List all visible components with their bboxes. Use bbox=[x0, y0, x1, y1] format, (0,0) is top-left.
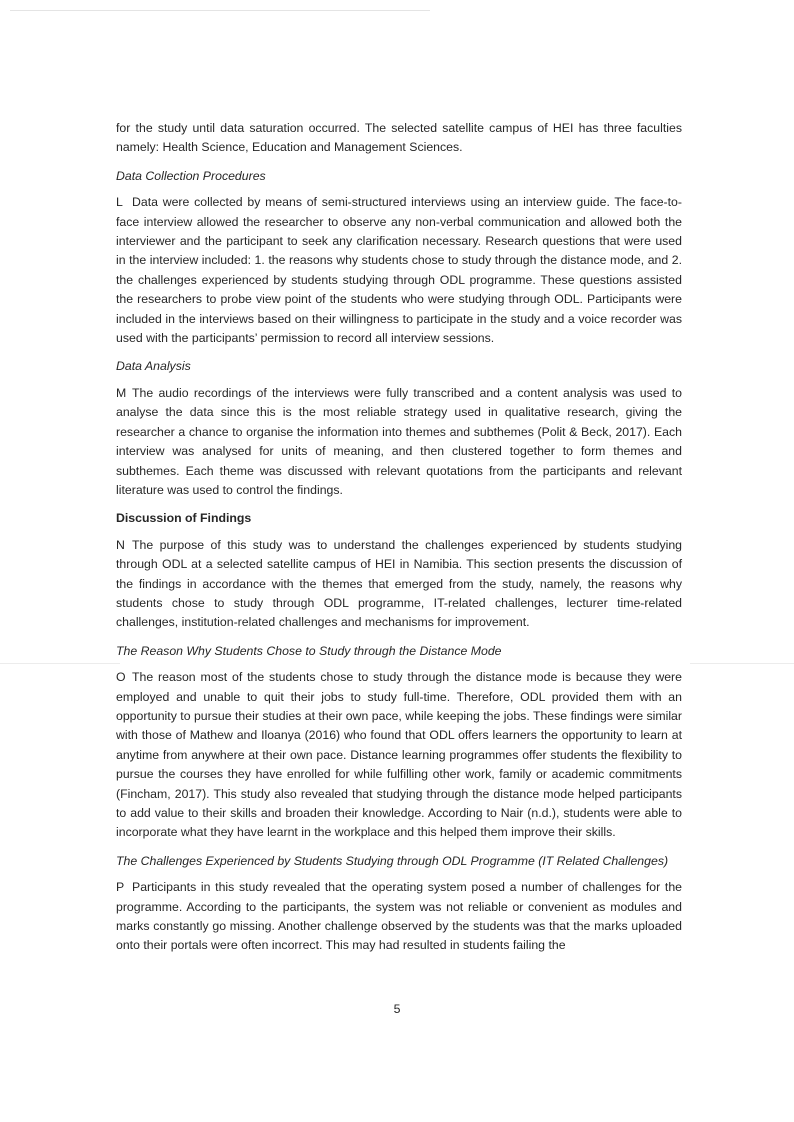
section-paragraph bbox=[116, 193, 682, 348]
continuation-paragraph: for the study until data saturation occurred. The selected satellite campus of HEI has three faculties namely: Health Science, Education and Management Sciences. bbox=[116, 121, 682, 155]
paragraph-text: The audio recordings of the interviews were fully transcribed and a content analysis was used to analyse the data since this is the most reliable strategy used in qualitative research, giving the researcher a chance to organise the information into themes and subthemes (Polit & Beck, 2017). Each interview was analysed for units of meaning, and then clustered together to form themes and subthemes. Each theme was discussed with relevant quotations from the participants and relevant literature was used to control the findings. bbox=[116, 385, 682, 497]
section-heading-discussion: Discussion of Findings bbox=[116, 511, 252, 526]
section-heading-data-collection: Data Collection Procedures bbox=[116, 168, 266, 183]
paragraph-marker: O bbox=[116, 670, 126, 685]
paragraph-text: The purpose of this study was to understand the challenges experienced by students studying through ODL at a selected satellite campus of HEI in Namibia. This section presents the discussion of the findings in accordance with the themes that emerged from the study, namely, the reasons why students chose to study through ODL programme, IT-related challenges, lecturer time-related challenges, institution-related challenges and mechanisms for improvement. bbox=[116, 537, 682, 630]
section-paragraph bbox=[116, 536, 682, 633]
scan-artifact-line bbox=[10, 10, 430, 11]
paragraph-marker: P bbox=[116, 880, 125, 895]
section-paragraph bbox=[116, 878, 682, 956]
section-paragraph bbox=[116, 668, 682, 843]
section-heading-data-analysis: Data Analysis bbox=[116, 359, 191, 374]
paragraph-text: Participants in this study revealed that the operating system posed a number of challenges for the programme. According to the participants, the system was not reliable or convenient as modules and marks constantly go missing. Another challenge observed by the students was that the marks uploaded onto their portals were often incorrect. This may had resulted in students failing the bbox=[116, 880, 682, 953]
paragraph-marker: L bbox=[116, 195, 123, 210]
section-heading-reason: The Reason Why Students Chose to Study through the Distance Mode bbox=[116, 643, 502, 658]
paragraph-text: Data were collected by means of semi-structured interviews using an interview guide. The face-to-face interview allowed the researcher to observe any non-verbal communication and allowed both the interviewer and the participant to seek any clarification necessary. Research questions that were used in the interview included: 1. the reasons why students chose to study through the distance mode, and 2. the challenges experienced by students studying through ODL programme. These questions assisted the researchers to probe view point of the students who were studying through ODL. Participants were included in the interviews based on their willingness to participate in the study and a voice recorder was used with the participants’ permission to record all interview sessions. bbox=[116, 195, 682, 346]
section-heading-challenges: The Challenges Experienced by Students Studying through ODL Programme (IT Related Challenges) bbox=[116, 853, 669, 868]
page-number: 5 bbox=[393, 1002, 401, 1016]
paragraph-text: The reason most of the students chose to study through the distance mode is because they were employed and unable to quit their jobs to study full-time. Therefore, ODL provided them with an opportunity to pursue their studies at their own pace, while keeping the jobs. These findings were similar with those of Mathew and Iloanya (2016) who found that ODL offers learners the opportunity to learn at anytime from anywhere at their own pace. Distance learning programmes offer students the flexibility to pursue the courses they have enrolled for while fulfilling other work, family or academic commitments (Fincham, 2017). This study also revealed that studying through the distance mode helped participants to add value to their skills and broaden their knowledge. According to Nair (n.d.), students were able to incorporate what they have learnt in the workplace and this helped them improve their skills. bbox=[116, 670, 682, 840]
paragraph-marker: N bbox=[116, 537, 125, 552]
paragraph-marker: M bbox=[116, 385, 127, 400]
scan-artifact-line bbox=[690, 663, 794, 664]
scan-artifact-line bbox=[0, 663, 120, 664]
document-body bbox=[116, 119, 682, 956]
section-paragraph bbox=[116, 384, 682, 500]
